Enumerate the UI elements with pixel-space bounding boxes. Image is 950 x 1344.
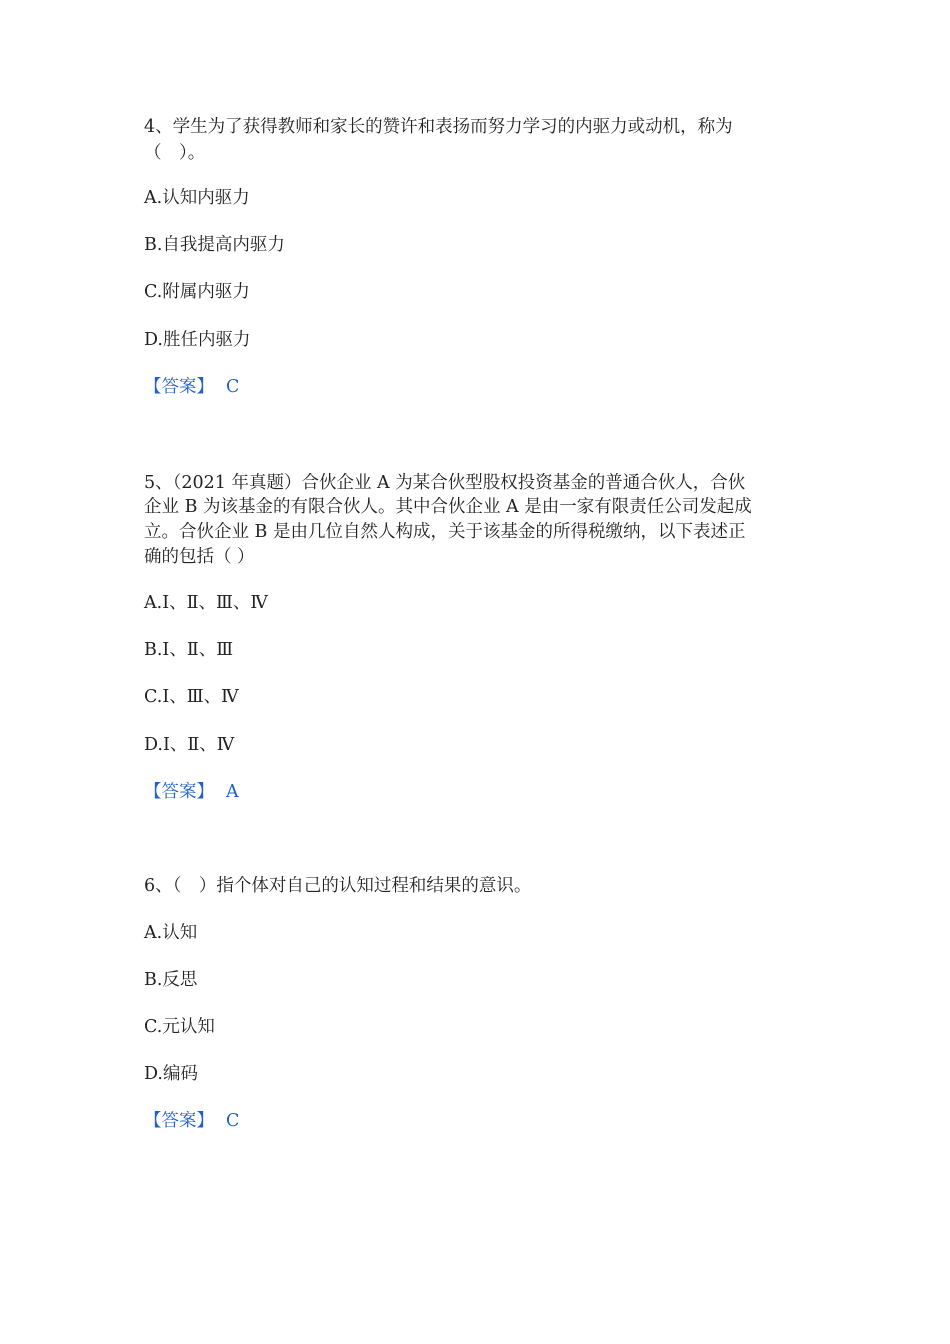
answer-label: 【答案】 <box>144 377 214 397</box>
answer-value: C <box>226 1111 240 1131</box>
question-4-option-c: C.附属内驱力 <box>144 282 250 302</box>
answer-value: A <box>226 782 239 802</box>
question-4-option-b: B.自我提高内驱力 <box>144 235 285 255</box>
question-4-option-d: D.胜任内驱力 <box>144 330 251 350</box>
question-6-answer <box>144 1109 239 1133</box>
question-6-option-b: B.反思 <box>144 970 198 990</box>
question-5-option-d: D.Ⅰ、Ⅱ、Ⅳ <box>144 735 235 755</box>
question-6-option-d: D.编码 <box>144 1064 198 1084</box>
question-5-option-c: C.Ⅰ、Ⅲ、Ⅳ <box>144 687 239 707</box>
question-6-stem-line-1: 6、（ ）指个体对自己的认知过程和结果的意识。 <box>144 876 532 896</box>
question-5-stem-line-1: 5、（2021 年真题）合伙企业 A 为某合伙型股权投资基金的普通合伙人，合伙 <box>144 473 746 493</box>
question-5-option-b: B.Ⅰ、Ⅱ、Ⅲ <box>144 640 234 660</box>
question-5-option-a: A.Ⅰ、Ⅱ、Ⅲ、Ⅳ <box>144 593 268 613</box>
question-5-answer <box>144 780 239 804</box>
question-5-stem-line-3: 立。合伙企业 B 是由几位自然人构成，关于该基金的所得税缴纳，以下表述正 <box>144 522 746 542</box>
question-5-stem-line-4: 确的包括（ ） <box>144 547 255 567</box>
answer-label: 【答案】 <box>144 1111 214 1131</box>
question-4-option-a: A.认知内驱力 <box>144 188 250 208</box>
question-4-answer <box>144 375 239 399</box>
question-6-option-c: C.元认知 <box>144 1017 215 1037</box>
question-5-stem-line-2: 企业 B 为该基金的有限合伙人。其中合伙企业 A 是由一家有限责任公司发起成 <box>144 497 752 517</box>
answer-value: C <box>226 377 240 397</box>
question-4-stem-line-1: 4、学生为了获得教师和家长的赞许和表扬而努力学习的内驱力或动机，称为 <box>144 117 733 137</box>
answer-label: 【答案】 <box>144 782 214 802</box>
question-4-stem-line-2: （ ）。 <box>144 143 206 163</box>
question-6-option-a: A.认知 <box>144 923 198 943</box>
